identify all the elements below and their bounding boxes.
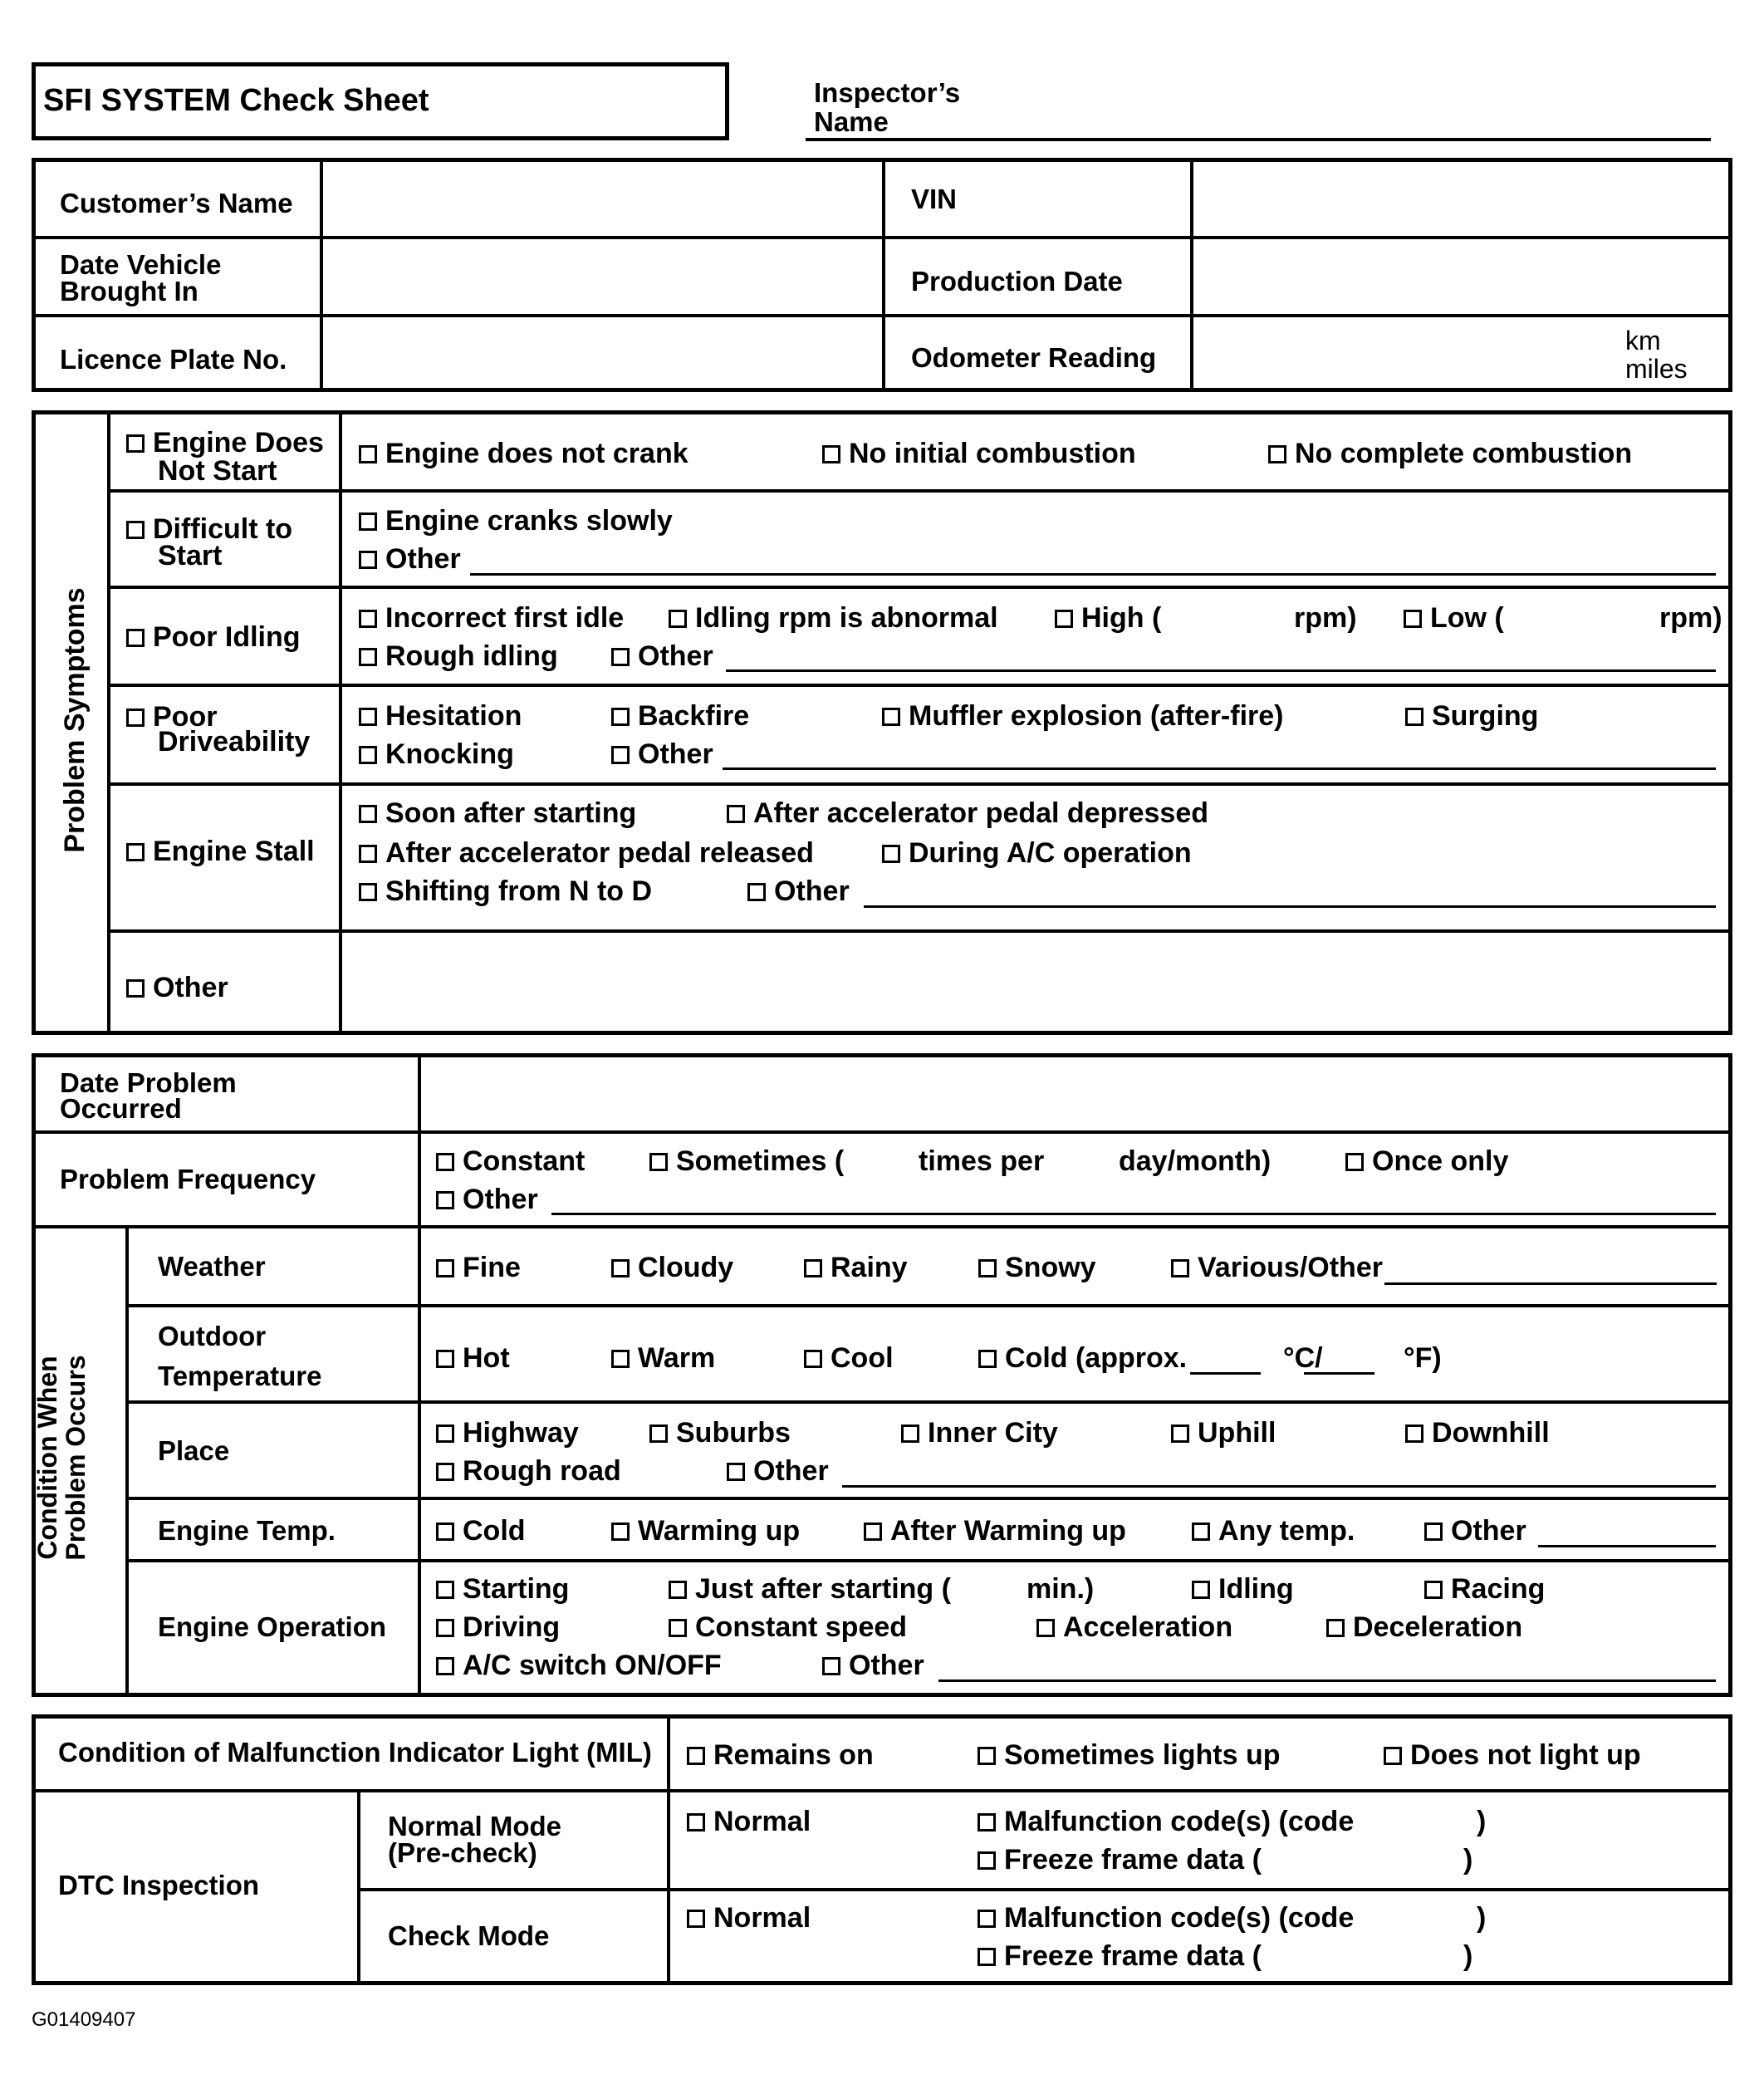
low-rpm-checkbox[interactable]: Low ( <box>1404 604 1504 632</box>
backfire-checkbox[interactable]: Backfire <box>611 702 749 730</box>
knocking-checkbox[interactable]: Knocking <box>359 740 514 768</box>
frequency-other-checkbox[interactable]: Other <box>436 1185 538 1214</box>
licence-plate-field[interactable] <box>326 319 877 387</box>
soon-after-starting-checkbox[interactable]: Soon after starting <box>359 799 636 827</box>
celsius-unit: °C/ <box>1283 1342 1323 1374</box>
shifting-n-to-d-checkbox[interactable]: Shifting from N to D <box>359 877 652 905</box>
check-mode-malfunction-code-checkbox[interactable]: Malfunction code(s) (code <box>978 1904 1354 1932</box>
acceleration-checkbox[interactable]: Acceleration <box>1036 1613 1232 1641</box>
once-only-checkbox[interactable]: Once only <box>1345 1147 1508 1175</box>
rough-road-checkbox[interactable]: Rough road <box>436 1457 621 1485</box>
minutes-unit: min.) <box>1027 1573 1095 1605</box>
difficult-to-start-checkbox[interactable]: Difficult to <box>126 515 292 543</box>
engine-operation-other-checkbox[interactable]: Other <box>822 1651 924 1679</box>
date-brought-label-2: Brought In <box>60 276 198 306</box>
inner-city-checkbox[interactable]: Inner City <box>901 1419 1058 1447</box>
difficult-start-other-checkbox[interactable]: Other <box>359 545 461 573</box>
difficult-start-other-line[interactable] <box>470 573 1716 576</box>
licence-plate-label: Licence Plate No. <box>60 344 287 375</box>
racing-checkbox[interactable]: Racing <box>1424 1575 1545 1603</box>
normal-mode-malfunction-code-checkbox[interactable]: Malfunction code(s) (code <box>978 1807 1354 1836</box>
check-mode-normal-checkbox[interactable]: Normal <box>687 1904 811 1932</box>
rainy-checkbox[interactable]: Rainy <box>804 1253 908 1282</box>
ac-switch-checkbox[interactable]: A/C switch ON/OFF <box>436 1651 722 1679</box>
no-initial-combustion-checkbox[interactable]: No initial combustion <box>822 439 1136 468</box>
odometer-label: Odometer Reading <box>911 342 1157 373</box>
cold-engine-checkbox[interactable]: Cold <box>436 1517 526 1545</box>
poor-idling-other-checkbox[interactable]: Other <box>611 642 713 670</box>
muffler-explosion-checkbox[interactable]: Muffler explosion (after-fire) <box>882 702 1283 730</box>
production-date-field[interactable] <box>1196 241 1727 311</box>
poor-driveability-other-line[interactable] <box>723 767 1716 770</box>
high-rpm-unit: rpm) <box>1294 602 1357 634</box>
incorrect-first-idle-checkbox[interactable]: Incorrect first idle <box>359 604 624 632</box>
poor-idling-checkbox[interactable]: Poor Idling <box>126 623 301 651</box>
surging-checkbox[interactable]: Surging <box>1405 702 1538 730</box>
engine-temp-other-checkbox[interactable]: Other <box>1424 1517 1526 1545</box>
date-problem-label: Date Problem <box>60 1067 237 1098</box>
condition-side-label-2: Problem Occurs <box>61 1355 91 1561</box>
poor-driveability-checkbox[interactable]: Poor <box>126 703 217 731</box>
engine-stall-checkbox[interactable]: Engine Stall <box>126 837 315 865</box>
constant-checkbox[interactable]: Constant <box>436 1147 585 1175</box>
weather-label: Weather <box>158 1251 266 1282</box>
check-mode-freeze-frame-checkbox[interactable]: Freeze frame data ( <box>978 1942 1262 1970</box>
mil-label: Condition of Malfunction Indicator Light (MIL) <box>58 1737 652 1768</box>
engine-stall-other-line[interactable] <box>864 905 1716 908</box>
check-mode-freeze-close: ) <box>1463 1940 1473 1972</box>
dtc-inspection-label: DTC Inspection <box>58 1870 260 1900</box>
low-rpm-unit: rpm) <box>1659 602 1722 634</box>
fahrenheit-unit: °F) <box>1404 1342 1442 1374</box>
cold-approx-checkbox[interactable]: Cold (approx. <box>978 1344 1187 1372</box>
place-label: Place <box>158 1435 230 1466</box>
engine-does-not-start-checkbox[interactable]: Engine Does <box>126 429 324 457</box>
normal-mode-label-2: (Pre-check) <box>388 1837 537 1868</box>
mil-does-not-light-checkbox[interactable]: Does not light up <box>1384 1741 1641 1769</box>
rough-idling-checkbox[interactable]: Rough idling <box>359 642 558 670</box>
engine-operation-label: Engine Operation <box>158 1611 387 1642</box>
vin-label: VIN <box>911 184 958 214</box>
problem-frequency-label: Problem Frequency <box>60 1164 316 1194</box>
other-symptom-checkbox[interactable]: Other <box>126 973 228 1002</box>
inspector-label-2: Name <box>814 106 889 137</box>
downhill-checkbox[interactable]: Downhill <box>1405 1419 1550 1447</box>
normal-mode-freeze-frame-checkbox[interactable]: Freeze frame data ( <box>978 1846 1262 1874</box>
sometimes-checkbox[interactable]: Sometimes ( <box>649 1147 844 1175</box>
normal-mode-freeze-close: ) <box>1463 1844 1473 1876</box>
starting-checkbox[interactable]: Starting <box>436 1575 569 1603</box>
check-mode-code-close: ) <box>1477 1902 1487 1934</box>
after-accel-released-checkbox[interactable]: After accelerator pedal released <box>359 839 814 867</box>
deceleration-checkbox[interactable]: Deceleration <box>1326 1613 1522 1641</box>
odometer-km-unit: km <box>1625 326 1661 356</box>
date-problem-field[interactable] <box>424 1058 1727 1126</box>
inspector-name-field[interactable] <box>806 138 1711 141</box>
customer-name-field[interactable] <box>326 163 877 233</box>
idling-rpm-abnormal-checkbox[interactable]: Idling rpm is abnormal <box>669 604 998 632</box>
figure-id: G01409407 <box>32 2008 136 2031</box>
place-other-checkbox[interactable]: Other <box>727 1457 829 1485</box>
after-accel-depressed-checkbox[interactable]: After accelerator pedal depressed <box>727 799 1208 827</box>
vin-field[interactable] <box>1196 163 1727 233</box>
place-other-line[interactable] <box>842 1485 1716 1488</box>
date-problem-label-2: Occurred <box>60 1093 182 1124</box>
warming-up-checkbox[interactable]: Warming up <box>611 1517 800 1545</box>
normal-mode-code-close: ) <box>1477 1806 1487 1837</box>
mil-remains-on-checkbox[interactable]: Remains on <box>687 1741 874 1769</box>
cold-fahrenheit-line[interactable] <box>1304 1372 1374 1375</box>
times-per-text: times per <box>919 1145 1045 1177</box>
engine-does-not-start-label-2: Not Start <box>158 455 277 487</box>
various-other-checkbox[interactable]: Various/Other <box>1171 1253 1383 1282</box>
mil-sometimes-lights-checkbox[interactable]: Sometimes lights up <box>978 1741 1281 1769</box>
poor-idling-other-line[interactable] <box>726 669 1716 672</box>
day-month-text: day/month) <box>1119 1145 1272 1177</box>
odometer-field[interactable] <box>1196 319 1611 387</box>
no-complete-combustion-checkbox[interactable]: No complete combustion <box>1268 439 1632 468</box>
high-rpm-checkbox[interactable]: High ( <box>1055 604 1161 632</box>
engine-cranks-slowly-checkbox[interactable]: Engine cranks slowly <box>359 507 673 535</box>
date-brought-field[interactable] <box>326 241 877 311</box>
other-symptom-field[interactable] <box>345 934 1727 1029</box>
condition-side-label: Condition When <box>32 1356 62 1560</box>
engine-does-not-crank-checkbox[interactable]: Engine does not crank <box>359 439 688 468</box>
production-date-label: Production Date <box>911 266 1123 297</box>
hesitation-checkbox[interactable]: Hesitation <box>359 702 522 730</box>
constant-speed-checkbox[interactable]: Constant speed <box>669 1613 907 1641</box>
uphill-checkbox[interactable]: Uphill <box>1171 1419 1276 1447</box>
check-mode-label: Check Mode <box>388 1920 550 1951</box>
date-brought-label: Date Vehicle <box>60 249 222 280</box>
after-warming-up-checkbox[interactable]: After Warming up <box>864 1517 1126 1545</box>
engine-temp-label: Engine Temp. <box>158 1515 336 1546</box>
engine-operation-other-line[interactable] <box>938 1679 1716 1682</box>
poor-driveability-other-checkbox[interactable]: Other <box>611 740 713 768</box>
outdoor-temp-label: Outdoor <box>158 1321 267 1351</box>
suburbs-checkbox[interactable]: Suburbs <box>649 1419 791 1447</box>
fine-checkbox[interactable]: Fine <box>436 1253 521 1282</box>
problem-symptoms-side-label: Problem Symptoms <box>59 587 91 853</box>
customer-name-label: Customer’s Name <box>60 188 293 218</box>
outdoor-temp-label-2: Temperature <box>158 1361 322 1391</box>
highway-checkbox[interactable]: Highway <box>436 1419 579 1447</box>
warm-checkbox[interactable]: Warm <box>611 1344 715 1372</box>
cloudy-checkbox[interactable]: Cloudy <box>611 1253 733 1282</box>
snowy-checkbox[interactable]: Snowy <box>978 1253 1096 1282</box>
page-title: SFI SYSTEM Check Sheet <box>43 83 429 118</box>
engine-temp-other-line[interactable] <box>1538 1545 1716 1547</box>
driving-checkbox[interactable]: Driving <box>436 1613 560 1641</box>
cool-checkbox[interactable]: Cool <box>804 1344 894 1372</box>
hot-checkbox[interactable]: Hot <box>436 1344 510 1372</box>
idling-checkbox[interactable]: Idling <box>1192 1575 1294 1603</box>
any-temp-checkbox[interactable]: Any temp. <box>1192 1517 1355 1545</box>
just-after-starting-checkbox[interactable]: Just after starting ( <box>669 1575 951 1603</box>
difficult-to-start-label-2: Start <box>158 540 223 571</box>
during-ac-operation-checkbox[interactable]: During A/C operation <box>882 839 1192 867</box>
various-other-line[interactable] <box>1384 1282 1717 1285</box>
normal-mode-normal-checkbox[interactable]: Normal <box>687 1807 811 1836</box>
poor-driveability-label-2: Driveability <box>158 726 311 758</box>
normal-mode-label: Normal Mode <box>388 1811 562 1841</box>
odometer-miles-unit: miles <box>1625 354 1688 384</box>
cold-celsius-line[interactable] <box>1190 1372 1261 1375</box>
inspector-label: Inspector’s <box>814 77 961 108</box>
frequency-other-line[interactable] <box>551 1213 1716 1215</box>
engine-stall-other-checkbox[interactable]: Other <box>747 877 850 905</box>
